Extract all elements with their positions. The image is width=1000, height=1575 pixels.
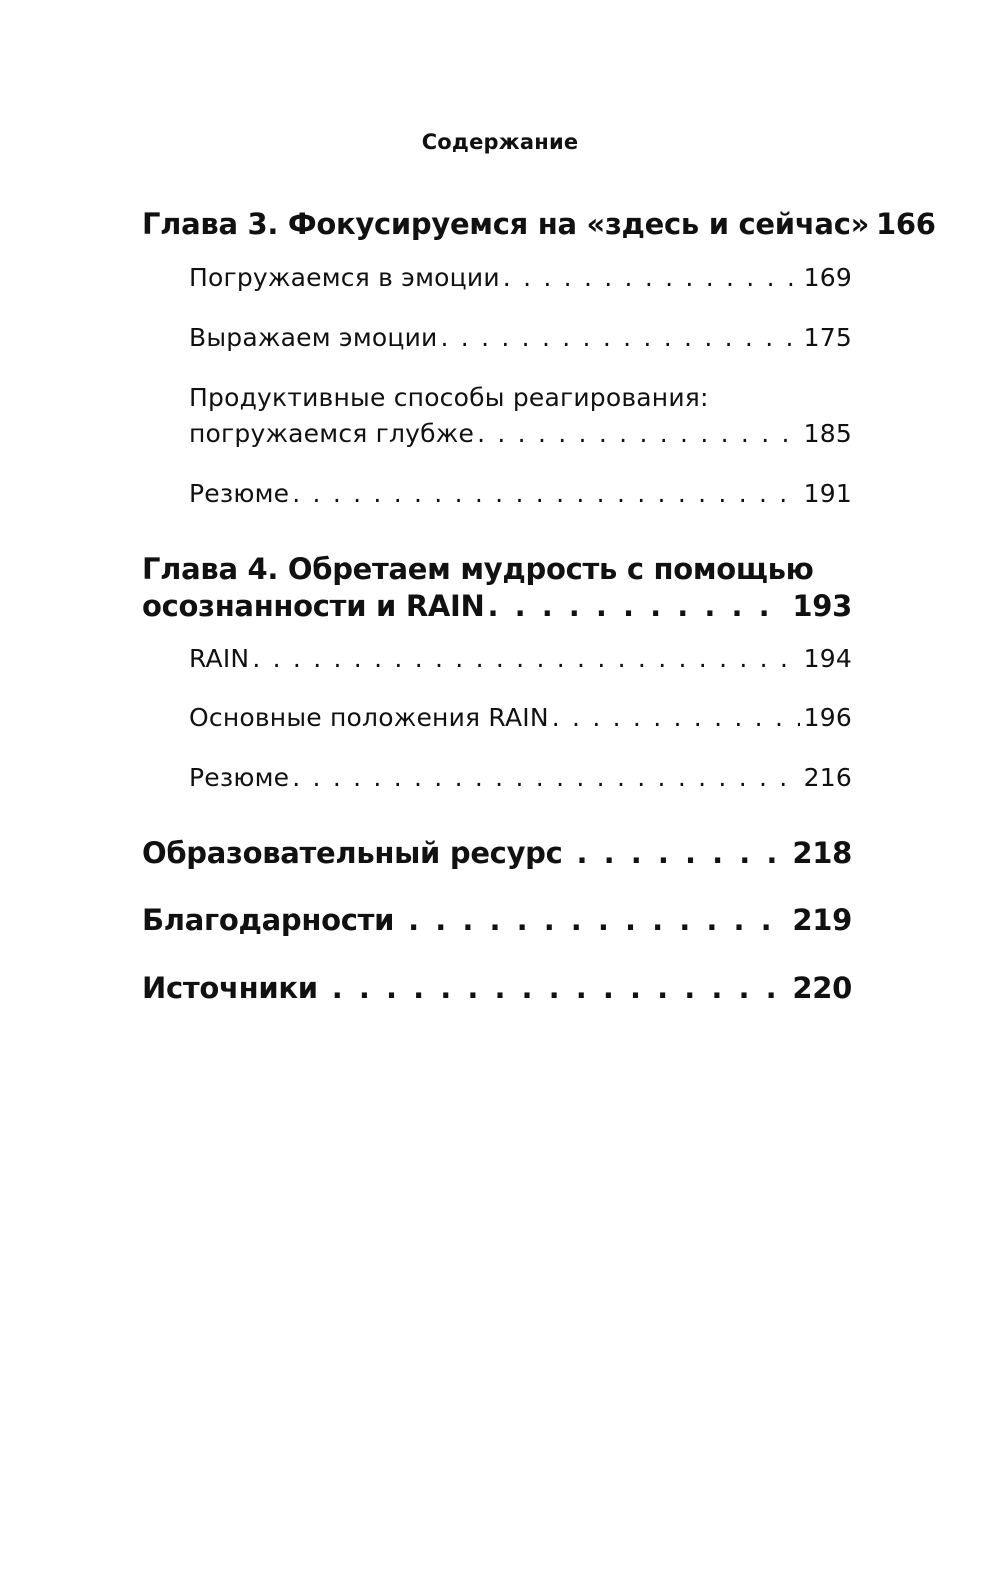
toc-entry-title: Основные положения RAIN — [189, 703, 549, 732]
toc-page-number: 196 — [803, 703, 852, 732]
toc-entry-title: Резюме — [189, 479, 290, 508]
toc-entry-chapter-4 — [142, 589, 852, 623]
toc-entry-title: погружаемся глубже — [189, 419, 475, 448]
toc-leader-dots — [441, 323, 800, 352]
toc-leader-dots — [292, 763, 799, 792]
toc-leader-dots — [332, 971, 779, 1005]
toc-page-number: 175 — [803, 323, 852, 352]
toc-entry-section — [189, 419, 852, 448]
toc-entry-back-matter — [142, 903, 852, 937]
running-head: Содержание — [421, 130, 579, 154]
toc-entry-section — [189, 644, 852, 673]
toc-entry-title: RAIN — [189, 644, 250, 673]
toc-entry-section — [189, 479, 852, 508]
toc-leader-dots — [477, 419, 800, 448]
toc-page-number: 194 — [803, 644, 852, 673]
toc-entry-section — [189, 763, 852, 792]
toc-entry-section — [189, 263, 852, 292]
toc-entry-back-matter — [142, 971, 852, 1005]
toc-entry-title: Погружаемся в эмоции — [189, 263, 500, 292]
toc-page-number: 191 — [803, 479, 852, 508]
toc-page-number: 216 — [803, 763, 852, 792]
toc-leader-dots — [552, 703, 800, 732]
toc-page-number: 218 — [792, 836, 852, 870]
toc-entry-title: Образовательный ресурс — [142, 836, 563, 870]
toc-page-number: 185 — [803, 419, 852, 448]
toc-page-number: 219 — [792, 903, 852, 937]
toc-entry-title: Резюме — [189, 763, 290, 792]
toc-entry-section — [189, 703, 852, 732]
toc-page-number: 169 — [803, 263, 852, 292]
toc-leader-dots — [252, 644, 799, 673]
toc-entry-title: Источники — [142, 971, 318, 1005]
toc-page-number: 220 — [792, 971, 852, 1005]
toc-leader-dots — [292, 479, 799, 508]
toc-entry-title: Глава 3. Фокусируемся на «здесь и сейчас» — [142, 207, 870, 241]
toc-leader-dots — [487, 589, 788, 623]
toc-entry-title: Выражаем эмоции — [189, 323, 438, 352]
toc-entry-section — [189, 323, 852, 352]
toc-entry-title-line1: Глава 4. Обретаем мудрость с помощью — [142, 552, 814, 586]
toc-entry-back-matter — [142, 836, 852, 870]
toc-entry-title: осознанности и RAIN — [142, 589, 485, 623]
toc-entry-title: Благодарности — [142, 903, 395, 937]
toc-page-number: 166 — [876, 207, 936, 241]
toc-entry-title-line1: Продуктивные способы реагирования: — [189, 383, 709, 412]
toc-leader-dots — [503, 263, 800, 292]
toc-entry-chapter-3 — [142, 207, 936, 241]
toc-page-number: 193 — [792, 589, 852, 623]
toc-leader-dots — [408, 903, 788, 937]
toc-leader-dots — [577, 836, 789, 870]
